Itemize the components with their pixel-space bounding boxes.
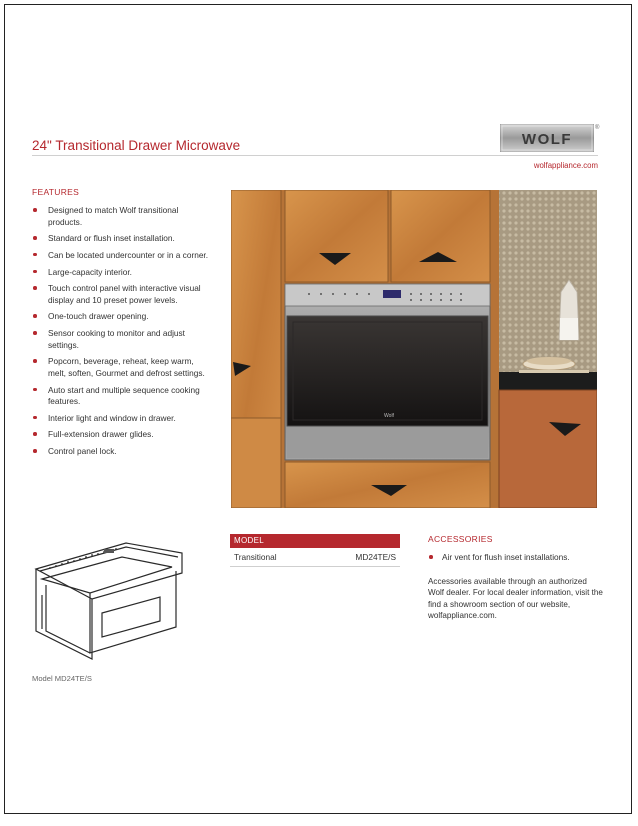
page-title: 24" Transitional Drawer Microwave xyxy=(32,138,241,153)
registered-mark: ® xyxy=(595,125,600,131)
list-item: Auto start and multiple sequence cooking features. xyxy=(32,385,212,408)
product-photo xyxy=(231,190,597,508)
accessories-heading: ACCESSORIES xyxy=(428,534,493,544)
bullet-icon xyxy=(33,314,37,318)
accessories-note: Accessories available through an authorized Wolf dealer. For local dealer information, visit the find a showroom section of our website, wolfappliance.com. xyxy=(428,577,603,620)
bullet-icon xyxy=(33,286,37,290)
wolf-logo xyxy=(500,124,594,152)
bullet-icon xyxy=(33,359,37,363)
list-item: Designed to match Wolf transitional products. xyxy=(32,205,212,228)
list-item: One-touch drawer opening. xyxy=(32,311,212,323)
features-list xyxy=(32,205,212,463)
header-divider xyxy=(32,155,598,156)
model-table xyxy=(230,534,400,567)
website-link[interactable]: wolfappliance.com xyxy=(533,161,598,170)
panel-brand-text: Wolf xyxy=(384,413,394,419)
bullet-icon xyxy=(33,449,37,453)
bullet-icon xyxy=(33,253,37,257)
list-item: Can be located undercounter or in a corner. xyxy=(32,250,212,262)
drawing-caption: Model MD24TE/S xyxy=(32,674,92,683)
list-item: Standard or flush inset installation. xyxy=(32,233,212,245)
logo-text: WOLF xyxy=(521,131,573,148)
bullet-icon xyxy=(33,208,37,212)
bullet-icon xyxy=(33,388,37,392)
line-drawing xyxy=(30,535,188,663)
model-name: Transitional xyxy=(234,552,277,562)
bullet-icon xyxy=(33,432,37,436)
list-item: Popcorn, beverage, reheat, keep warm, melt, soften, Gourmet and defrost settings. xyxy=(32,356,212,379)
model-heading: MODEL xyxy=(230,534,400,548)
table-row xyxy=(230,548,400,567)
bullet-icon xyxy=(33,416,37,420)
list-item: Touch control panel with interactive visual display and 10 preset power levels. xyxy=(32,283,212,306)
list-item: Control panel lock. xyxy=(32,446,212,458)
features-heading: FEATURES xyxy=(32,187,80,197)
bullet-icon xyxy=(33,236,37,240)
model-number: MD24TE/S xyxy=(355,552,396,562)
bullet-icon xyxy=(33,270,37,274)
bullet-icon xyxy=(429,555,433,559)
bullet-icon xyxy=(33,331,37,335)
list-item: Large-capacity interior. xyxy=(32,267,212,279)
list-item: Air vent for flush inset installations. xyxy=(428,552,622,563)
list-item: Full-extension drawer glides. xyxy=(32,429,212,441)
list-item: Interior light and window in drawer. xyxy=(32,413,212,425)
list-item: Sensor cooking to monitor and adjust settings. xyxy=(32,328,212,351)
